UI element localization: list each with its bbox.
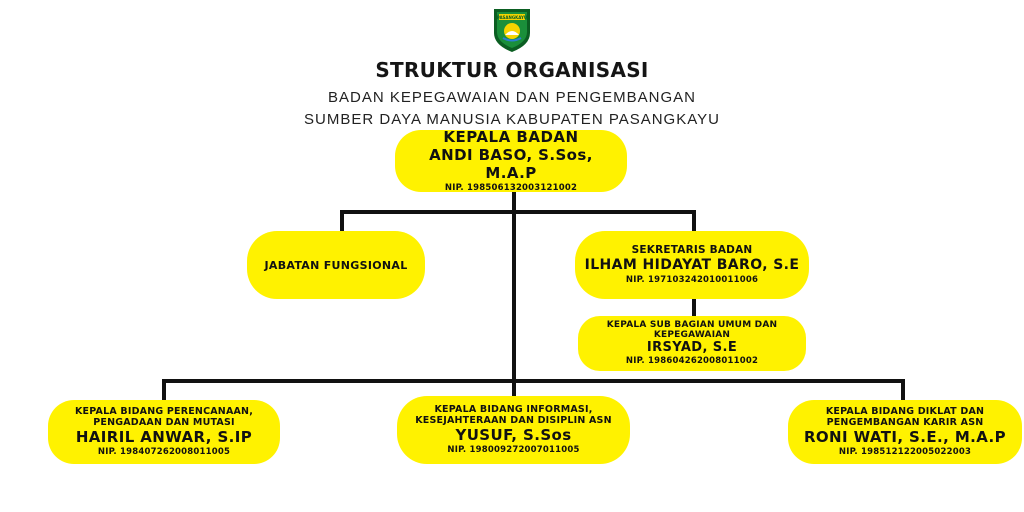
kepala-nip: NIP. 198506132003121002: [444, 183, 578, 193]
sekretaris-role: SEKRETARIS BADAN: [631, 243, 753, 256]
subbag-name: IRSYAD, S.E: [646, 340, 738, 355]
kepala-name: ANDI BASO, S.Sos, M.A.P: [429, 146, 593, 182]
bidang-2-role-line-1: KEPALA BIDANG INFORMASI,: [434, 404, 593, 415]
bidang-1-nip: NIP. 198407262008011005: [97, 447, 231, 457]
jabatan-role: JABATAN FUNGSIONAL: [264, 258, 408, 272]
bidang-2-nip: NIP. 198009272007011005: [447, 445, 580, 455]
subbag-umum-box: [578, 316, 806, 371]
bidang-1-role-line-1: KEPALA BIDANG PERENCANAAN,: [74, 406, 254, 417]
page-title: STRUKTUR ORGANISASI: [375, 58, 649, 82]
bidang-2-name: YUSUF, S.Sos: [455, 426, 572, 444]
subbag-nip: NIP. 198604262008011002: [625, 356, 759, 366]
kepala-role: KEPALA BADAN: [443, 128, 579, 146]
sekretaris-nip: NIP. 197103242010011006: [625, 274, 759, 285]
jabatan-fungsional-box: [247, 231, 425, 299]
logo-banner-text: PASANGKAYU: [496, 15, 528, 20]
bidang-informasi-box: [397, 396, 630, 464]
bidang-1-name: HAIRIL ANWAR, S.IP: [75, 428, 253, 446]
sekretaris-badan-box: [575, 231, 809, 299]
bidang-3-name: RONI WATI, S.E., M.A.P: [803, 428, 1007, 446]
bidang-1-role-line-2: PENGADAAN DAN MUTASI: [93, 417, 235, 428]
bidang-3-nip: NIP. 198512122005022003: [838, 447, 972, 457]
subtitle-line-1: BADAN KEPEGAWAIAN DAN PENGEMBANGAN: [328, 89, 696, 106]
kepala-badan-box: [395, 130, 627, 192]
bidang-diklat-box: [788, 400, 1022, 464]
bidang-3-role-line-1: KEPALA BIDANG DIKLAT DAN: [825, 406, 985, 417]
subbag-role-line-1: KEPALA SUB BAGIAN UMUM DAN: [606, 320, 778, 330]
sekretaris-name: ILHAM HIDAYAT BARO, S.E: [584, 256, 800, 273]
bidang-2-role-line-2: KESEJAHTERAAN DAN DISIPLIN ASN: [415, 415, 612, 426]
bidang-perencanaan-box: [48, 400, 280, 464]
subbag-role-line-2: KEPEGAWAIAN: [653, 330, 731, 340]
bidang-3-role-line-2: PENGEMBANGAN KARIR ASN: [826, 417, 984, 428]
subtitle-line-2: SUMBER DAYA MANUSIA KABUPATEN PASANGKAYU: [304, 111, 720, 128]
